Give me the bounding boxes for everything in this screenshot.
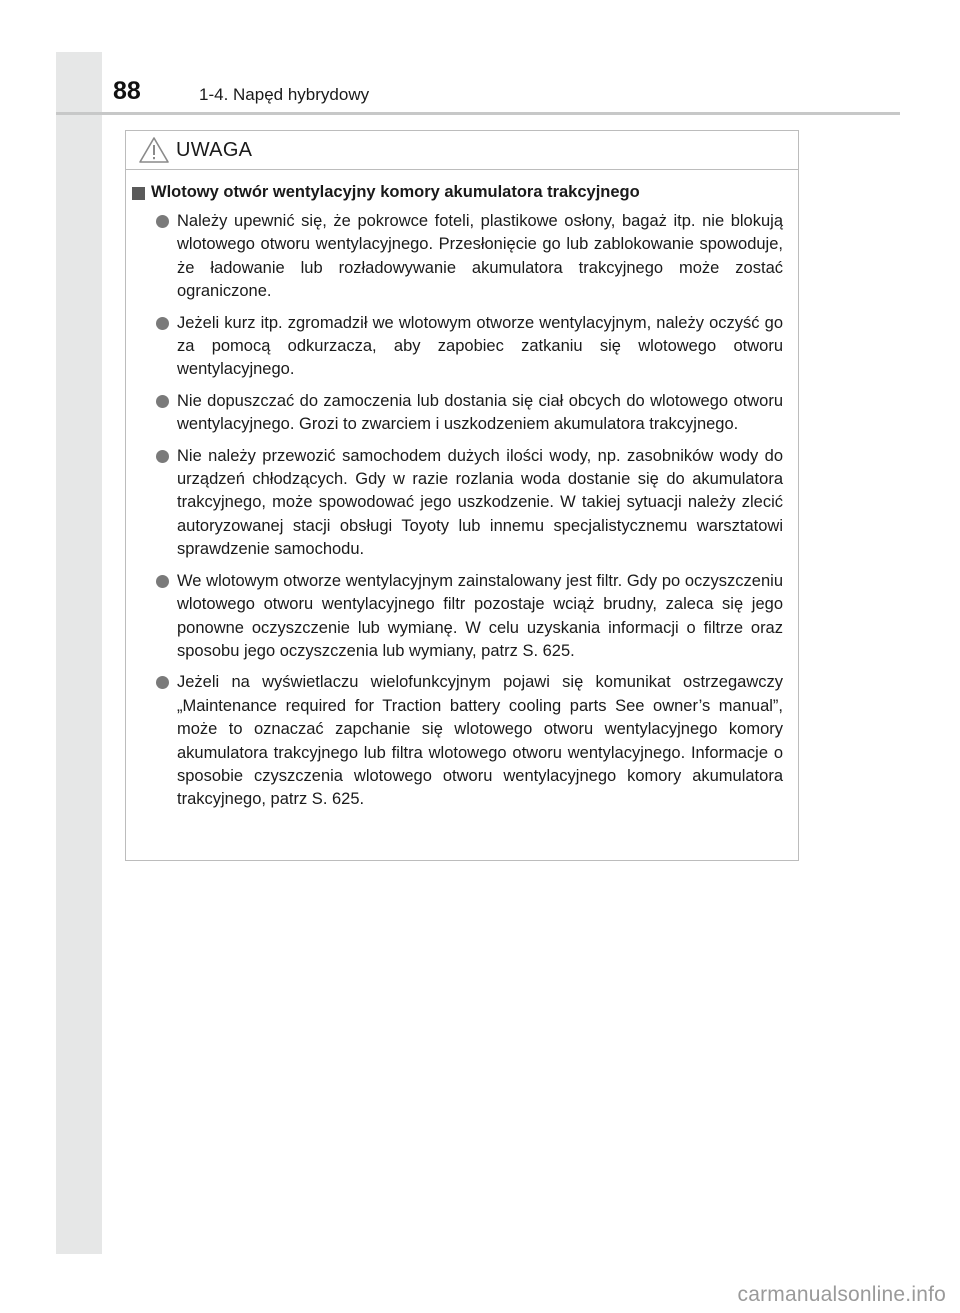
watermark: carmanualsonline.info [737,1283,946,1306]
warning-title: UWAGA [176,138,253,161]
warning-heading [130,183,783,204]
list-item [130,445,783,562]
list-item-text: Należy upewnić się, że pokrowce foteli, plastikowe osłony, bagaż itp. nie blokują wlotowego otworu wentylacyjnego. Przesłonięcie go lub zablokowanie spowoduje, że ładowanie lub rozładowywanie akumulatora trakcyjnego może zostać ograniczone. [177,212,783,301]
circle-bullet-icon [156,395,169,408]
list-item [130,671,783,811]
page-number: 88 [113,77,141,105]
list-item [130,312,783,382]
circle-bullet-icon [156,215,169,228]
list-item [130,210,783,304]
circle-bullet-icon [156,317,169,330]
circle-bullet-icon [156,575,169,588]
list-item-text: Nie dopuszczać do zamoczenia lub dostania się ciał obcych do wlotowego otworu wentylacyjnego. Grozi to zwarciem i uszkodzeniem akumulatora trakcyjnego. [177,391,783,434]
circle-bullet-icon [156,676,169,689]
list-item-text: Nie należy przewozić samochodem dużych ilości wody, np. zasobników wody do urządzeń chłodzących. Gdy w razie rozlania woda dostanie się do akumulatora trakcyjnego, może spowodować jego uszkodzenie. W takiej sytuacji należy zlecić autoryzowanej stacji obsługi Toyoty lub innemu specjalistycznemu warsztatowi sprawdzenie samochodu. [177,446,783,559]
warning-heading-text: Wlotowy otwór wentylacyjny komory akumulatora trakcyjnego [151,183,640,201]
square-bullet-icon [132,187,145,200]
warning-triangle-icon [138,136,170,164]
warning-box [125,130,799,861]
header-rule [56,112,900,115]
list-item [130,390,783,437]
list-item-text: Jeżeli kurz itp. zgromadził we wlotowym otworze wentylacyjnym, należy oczyść go za pomocą odkurzacza, aby zapobiec zatkaniu się wlotowego otworu wentylacyjnego. [177,313,783,379]
list-item-text: We wlotowym otworze wentylacyjnym zainstalowany jest filtr. Gdy po oczyszczeniu wlotowego otworu wentylacyjnego filtr pozostaje wciąż brudny, zaleca się jego ponowne oczyszczenie lub wymianę. W celu uzyskania informacji o filtrze oraz sposobu jego oczyszczenia lub wymiany, patrz S. 625. [177,571,783,660]
side-strip [56,52,102,1254]
circle-bullet-icon [156,450,169,463]
warning-body [126,170,798,812]
section-title: 1-4. Napęd hybrydowy [199,85,370,104]
warning-header [126,131,798,170]
list-item-text: Jeżeli na wyświetlaczu wielofunkcyjnym pojawi się komunikat ostrzegawczy „Maintenance required for Traction battery cooling parts See owner’s manual”, może to oznaczać zapchanie się wlotowego otworu wentylacyjnego komory akumulatora trakcyjnego lub filtra wlotowego otworu wentylacyjnego. Informacje o sposobie czyszczenia wlotowego otworu wentylacyjnego komory akumulatora trakcyjnego, patrz S. 625. [177,673,783,809]
list-item [130,570,783,664]
